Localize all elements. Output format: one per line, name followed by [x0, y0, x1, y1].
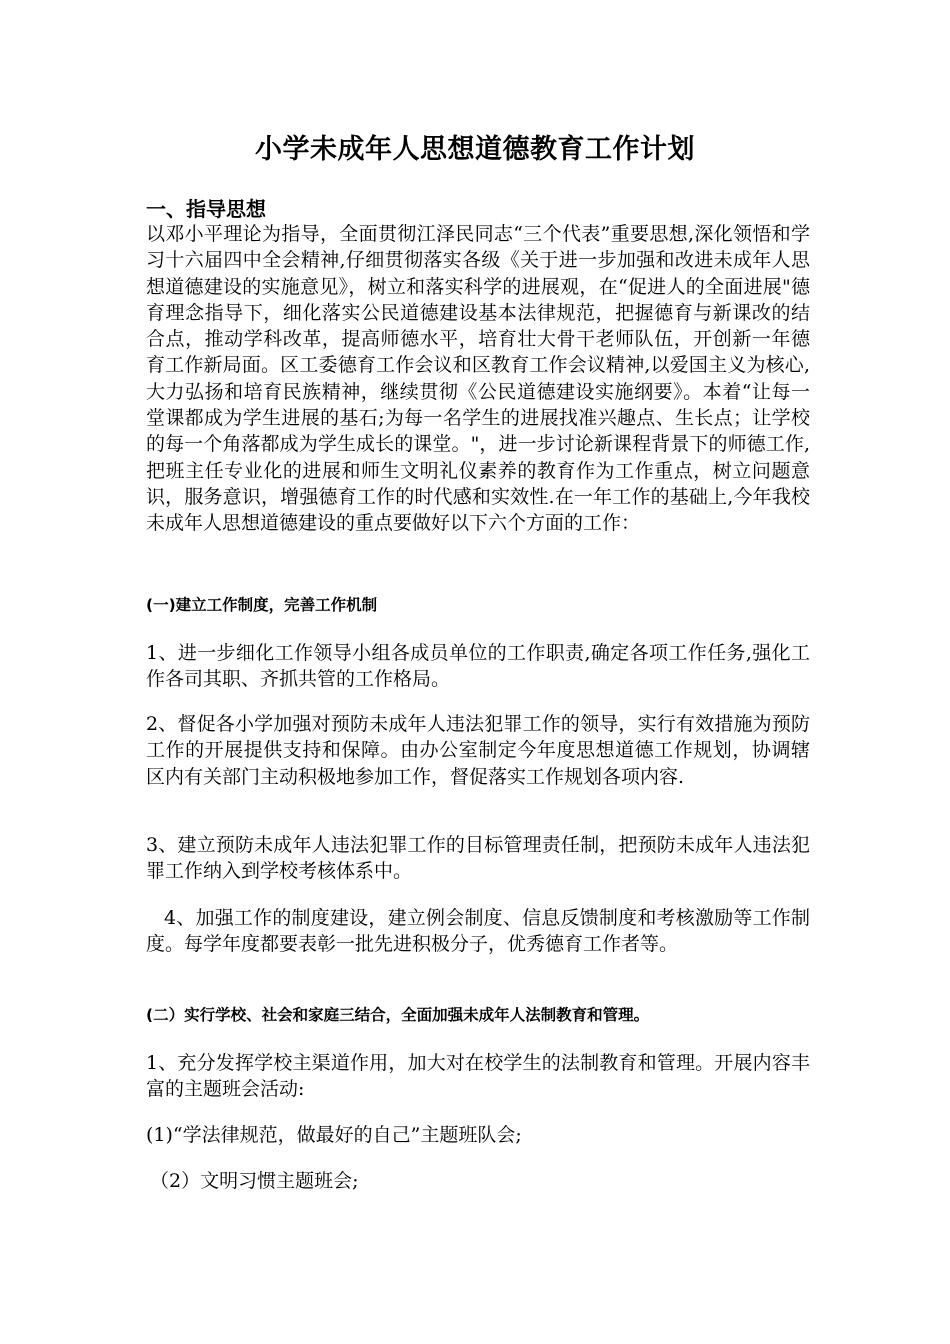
- paragraph-item-2: 2、督促各小学加强对预防未成年人违法犯罪工作的领导，实行有效措施为预防工作的开展提供支持和保障。由办公室制定今年度思想道德工作规划，协调辖区内有关部门主动积极地参加工作，督促落实工作规划各项内容.: [146, 713, 810, 788]
- section-heading-guiding-ideology: 一、指导思想: [146, 197, 266, 221]
- list-item-2: （2）文明习惯主题班会;: [150, 1170, 359, 1192]
- paragraph-item-1: 1、进一步细化工作领导小组各成员单位的工作职责,确定各项工作任务,强化工作各司其职、齐抓共管的工作格局。: [146, 642, 810, 691]
- document-title: 小学未成年人思想道德教育工作计划: [255, 134, 695, 165]
- paragraph-item-5: 1、充分发挥学校主渠道作用，加大对在校学生的法制教育和管理。开展内容丰富的主题班会活动:: [146, 1052, 810, 1101]
- paragraph-item-3: 3、建立预防未成年人违法犯罪工作的目标管理责任制，把预防未成年人违法犯罪工作纳入到学校考核体系中。: [146, 834, 810, 883]
- paragraph-item-4: 4、加强工作的制度建设，建立例会制度、信息反馈制度和考核激励等工作制度。每学年度都要表彰一批先进积极分子，优秀德育工作者等。: [146, 907, 810, 956]
- list-item-1: (1)“学法律规范，做最好的自己”主题班队会;: [146, 1124, 522, 1146]
- subsection-heading-2: (二）实行学校、社会和家庭三结合，全面加强未成年人法制教育和管理。: [146, 1006, 650, 1024]
- subsection-heading-1: (一)建立工作制度，完善工作机制: [146, 596, 378, 614]
- intro-paragraph: 以邓小平理论为指导，全面贯彻江泽民同志“三个代表”重要思想,深化领悟和学习十六届四中全会精神,仔细贯彻落实各级《关于进一步加强和改进未成年人思想道德建设的实施意见》，树立和落实科学的进展观，在“促进人的全面进展"德育理念指导下，细化落实公民道德建设基本法律规范，把握德育与新课改的结合点，推动学科改革，提高师德水平，培育壮大骨干老师队伍，开创新一年德育工作新局面。区工委德育工作会议和区教育工作会议精神,以爱国主义为核心,大力弘扬和培育民族精神，继续贯彻《公民道德建设实施纲要》。本着“让每一堂课都成为学生进展的基石;为每一名学生的进展找准兴趣点、生长点；让学校的每一个角落都成为学生成长的课堂。"，进一步讨论新课程背景下的师德工作,把班主任专业化的进展和师生文明礼仪素养的教育作为工作重点，树立问题意识，服务意识，增强德育工作的时代感和实效性.在一年工作的基础上,今年我校未成年人思想道德建设的重点要做好以下六个方面的工作：: [146, 223, 810, 535]
